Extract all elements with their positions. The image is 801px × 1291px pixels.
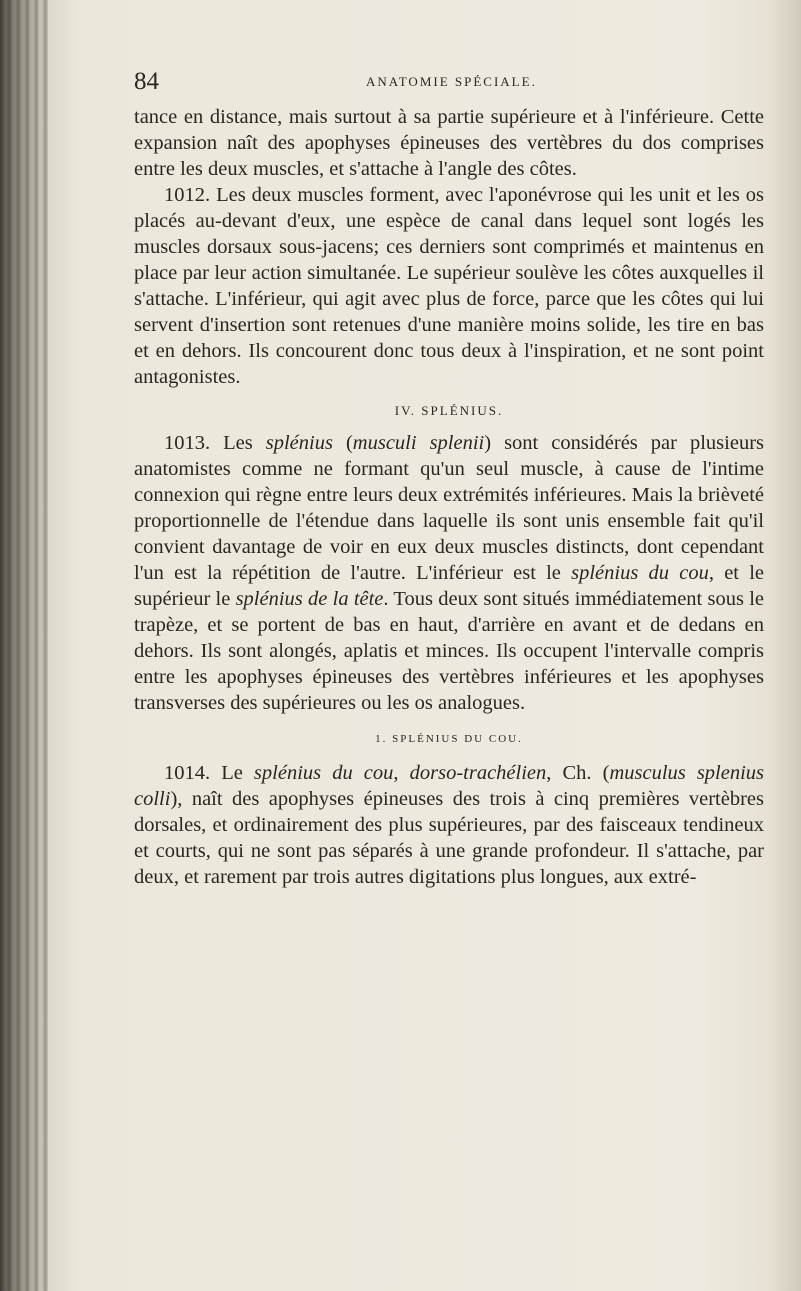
text-run: . Tous deux sont situés immédiatement sous le trapèze, et se portent de bas en haut, d'arrière en avant et de dedans en dehors. Ils sont alongés, aplatis et minces. Ils occupent l'intervalle compris entre les apophyses épineuses des vertèbres inférieures et les apophyses transverses des supérieures ou les os analogues. <box>134 588 764 714</box>
running-head: ANATOMIE SPÉCIALE. <box>366 74 537 89</box>
text-run: , <box>393 762 410 784</box>
body-text <box>134 104 764 890</box>
latin-term: musculi splenii <box>352 432 485 454</box>
latin-term: splénius de la tête <box>235 588 384 610</box>
latin-term: splénius <box>265 432 333 454</box>
text-run: ) sont considérés par plusieurs anatomistes comme ne formant qu'un seul muscle, à cause de l'intime connexion qui règne entre leurs deux extrémités inférieures. Mais la brièveté proportionnelle de l'étendue dans laquelle ils sont unis ensemble fait qu'il convient davantage de voir en eux deux muscles distincts, dont cependant l'un est la répétition de l'autre. L'inférieur est le <box>134 432 765 584</box>
paragraph-1012: 1012. Les deux muscles forment, avec l'aponévrose qui les unit et les os placés au-devant d'eux, une espèce de canal dans lequel sont logés les muscles dorsaux sous-jacens; ces derniers sont comprimés et maintenus en place par leur action simultanée. Le supérieur soulève les côtes auxquelles il s'attache. L'inférieur, qui agit avec plus de force, parce que les côtes qui lui servent d'insertion sont retenues d'une manière moins solide, les tire en bas et en dehors. Ils concourent donc tous deux à l'inspiration, et ne sont point antagonistes. <box>134 184 764 388</box>
text-run: , et le supérieur le <box>134 562 765 610</box>
latin-term: splénius du cou <box>571 562 709 584</box>
paragraph-1013 <box>134 430 764 716</box>
text-run: ), naît des apophyses épineuses des trois à cinq premières vertèbres dorsales, et ordinairement des plus supérieures, par des faisceaux tendineux et courts, qui ne sont pas séparés à une grande profondeur. Il s'attache, par deux, et rarement par trois autres digitations plus longues, aux extré- <box>134 788 764 888</box>
text-run: 1013. Les <box>164 432 266 454</box>
latin-term: musculus splenius colli <box>134 762 765 810</box>
latin-term: dorso-trachélien <box>409 762 547 784</box>
text-run: , Ch. ( <box>546 762 610 784</box>
paragraph-1014 <box>134 760 764 890</box>
paragraph-continuation: tance en distance, mais surtout à sa partie supérieure et à l'inférieure. Cette expansion naît des apophyses épineuses des vertèbres du dos comprises entre les deux muscles, et s'attache à l'angle des côtes. <box>134 106 764 180</box>
section-heading-iv: IV. SPLÉNIUS. <box>394 403 504 418</box>
latin-term: splénius du cou <box>253 762 394 784</box>
page-number: 84 <box>134 68 159 95</box>
subsection-heading-1: 1. SPLÉNIUS DU COU. <box>375 733 523 745</box>
text-run: 1014. Le <box>164 762 254 784</box>
text-run: ( <box>332 432 353 454</box>
book-binding-edge <box>0 0 48 1291</box>
page-header <box>134 68 764 98</box>
